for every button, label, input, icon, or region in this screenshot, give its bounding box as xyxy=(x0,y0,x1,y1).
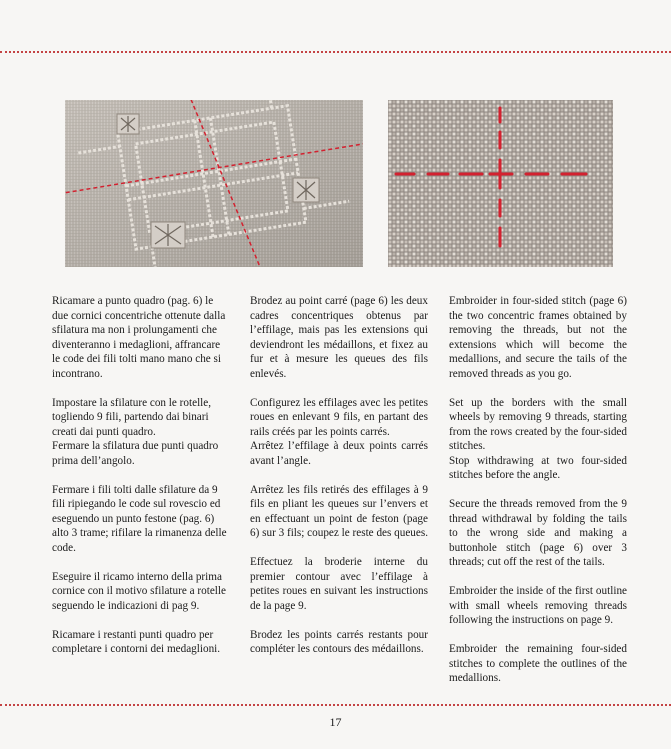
top-dotted-rule xyxy=(0,51,671,53)
french-text-column xyxy=(250,294,428,671)
italian-paragraph: Fermare i fili tolti dalle sfilature da 9 fili ripiegando le code sul rovescio ed eseguendo un punto festone (pag. 6) alto 3 trame; rifilare la rimanenza delle code. xyxy=(52,483,227,554)
french-paragraph: Effectuez la broderie interne du premier contour avec l’effilage à petites roues en suivant les instructions de la page 9. xyxy=(250,556,428,612)
italian-paragraph: Eseguire il ricamo interno della prima cornice con il motivo sfilature a rotelle seguendo le indicazioni di pag 9. xyxy=(52,570,226,612)
french-paragraph: Configurez les effilages avec les petites roues en enlevant 9 fils, en partant des rails créés par les points carrés. Arrêtez l’effilage à deux points carrés avant l’angle. xyxy=(250,396,428,467)
english-paragraph: Secure the threads removed from the 9 thread withdrawal by folding the tails to the wrong side and making a buttonhole stitch (page 6) over 3 threads; cut off the rest of the tails. xyxy=(449,498,627,568)
italian-paragraph: Ricamare a punto quadro (pag. 6) le due cornici concentriche ottenute dalla sfilatura ma non i prolungamenti che diventeranno i medaglioni, affrancare le code dei fili tolti mano mano che si incontrano. xyxy=(52,295,226,380)
english-paragraph: Embroider the inside of the first outline with small wheels removing threads following the instructions on page 9. xyxy=(449,585,627,626)
italian-paragraph: Impostare la sfilature con le rotelle, togliendo 9 fili, partendo dai binari creati dai punti quadro. Fermare la sfilatura due punti quadro prima dell’angolo. xyxy=(52,396,219,467)
bottom-dotted-rule xyxy=(0,704,671,706)
linen-weave-closeup-photo xyxy=(388,100,613,267)
page-number: 17 xyxy=(329,715,342,729)
english-paragraph: Embroider in four-sided stitch (page 6) the two concentric frames obtained by removing the threads, but not the extensions which will become the medallions, and secure the tails of the removed threads as you go. xyxy=(449,295,627,380)
french-paragraph: Brodez au point carré (page 6) les deux cadres concentriques obtenus par l’effilage, mais pas les extensions qui deviendront les médaillons, et fixez au fur et à mesure les queues des fils enlevés. xyxy=(250,295,428,380)
italian-text-column xyxy=(52,294,230,671)
english-text-column xyxy=(449,294,627,700)
french-paragraph: Brodez les points carrés restants pour compléter les contours des médaillons. xyxy=(250,628,428,655)
embroidered-linen-photo xyxy=(65,100,363,267)
italian-paragraph: Ricamare i restanti punti quadro per completare i contorni dei medaglioni. xyxy=(52,628,221,655)
english-paragraph: Embroider the remaining four-sided stitches to complete the outlines of the medallions. xyxy=(449,643,627,684)
english-paragraph: Set up the borders with the small wheels by removing 9 threads, starting from the rows created by the four-sided stitches. Stop withdrawing at two four-sided stitches before the angle. xyxy=(449,396,627,481)
french-paragraph: Arrêtez les fils retirés des effilages à 9 fils en pliant les queues sur l’envers et en effectuant un point de feston (page 6) sur 3 fils; coupez le reste des queues. xyxy=(250,483,429,539)
